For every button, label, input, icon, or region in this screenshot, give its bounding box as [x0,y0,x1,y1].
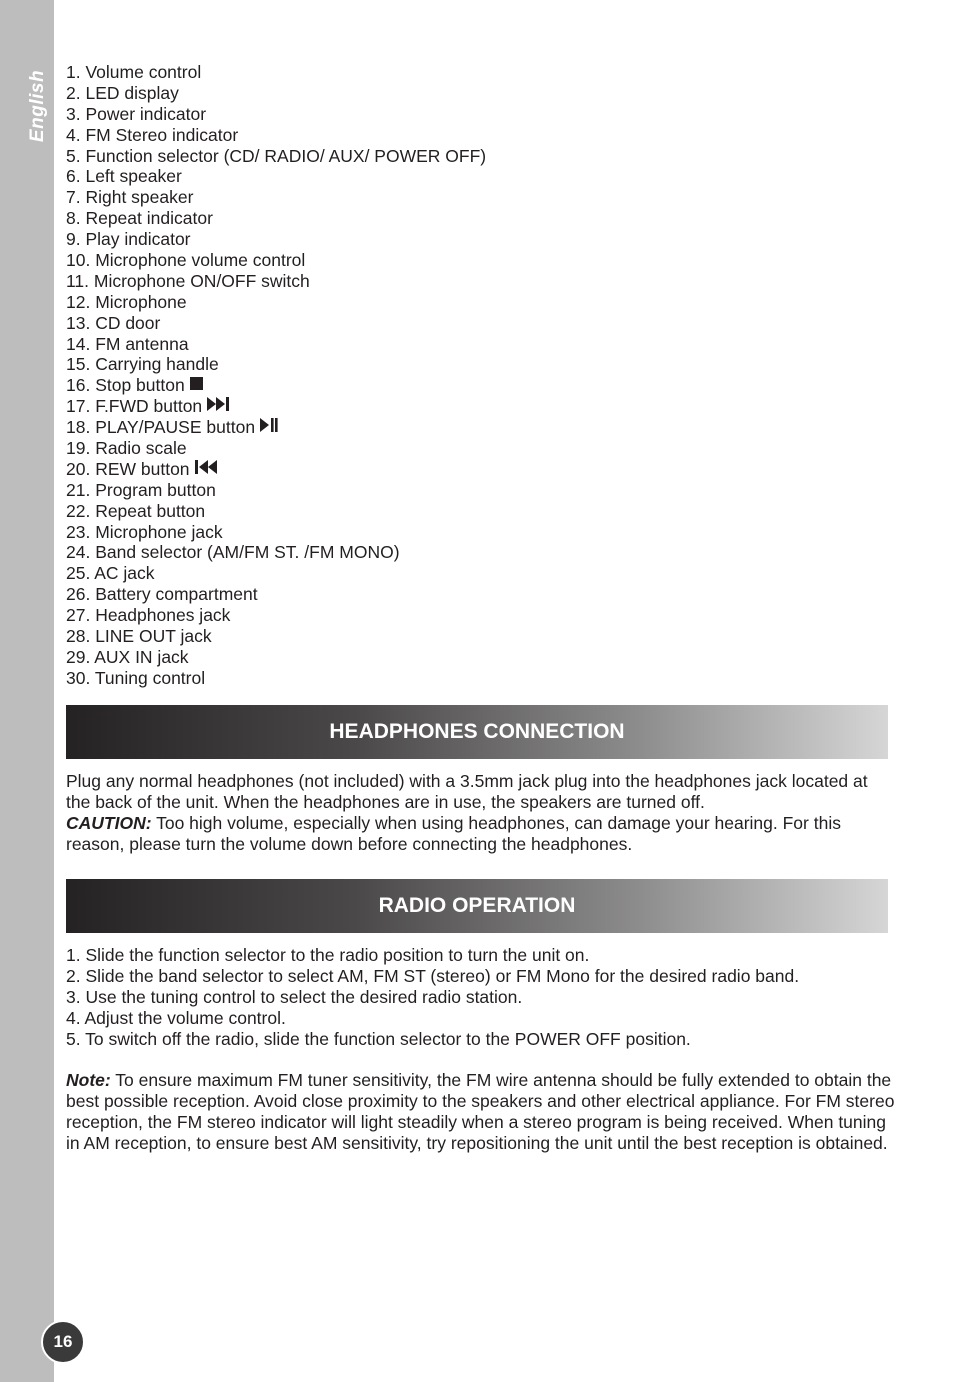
radio-step: 2. Slide the band selector to select AM, FM ST (stereo) or FM Mono for the desired radio band. [66,965,800,986]
part-label: 23. Microphone jack [66,521,223,542]
part-label: 14. FM antenna [66,333,189,354]
part-item [66,375,896,396]
part-label: 26. Battery compartment [66,584,258,605]
page-number: 16 [41,1320,85,1364]
parts-list [66,62,896,689]
part-item [66,271,896,292]
part-item [66,501,896,522]
radio-steps [66,945,896,1050]
part-label: 8. Repeat indicator [66,208,213,229]
caution-text: Too high volume, especially when using headphones, can damage your hearing. For this reason, please turn the volume down before connecting the headphones. [66,812,841,854]
radio-note [66,1070,896,1154]
part-item [66,146,896,167]
radio-step: 3. Use the tuning control to select the desired radio station. [66,986,523,1007]
parts-section [66,62,896,689]
part-label: 6. Left speaker [66,166,182,187]
part-label: 24. Band selector (AM/FM ST. /FM MONO) [66,542,400,563]
caution-label: CAUTION: [66,812,152,833]
part-label: 27. Headphones jack [66,605,231,626]
radio-step: 5. To switch off the radio, slide the function selector to the POWER OFF position. [66,1028,691,1049]
part-item [66,166,896,187]
part-label: 16. Stop button [66,375,185,396]
part-item [66,542,896,563]
headphones-body: Plug any normal headphones (not included) with a 3.5mm jack plug into the headphones jack located at the back of the unit. When the headphones are in use, the speakers are turned off. [66,771,868,812]
part-item [66,522,896,543]
part-label: 22. Repeat button [66,500,206,521]
part-item [66,313,896,334]
part-item [66,417,896,438]
part-label: 4. FM Stereo indicator [66,124,239,145]
part-label: 9. Play indicator [66,229,191,250]
part-item [66,438,896,459]
part-item [66,354,896,375]
part-label: 25. AC jack [66,563,155,584]
section-heading-radio: RADIO OPERATION [66,879,888,933]
part-label: 12. Microphone [66,291,187,312]
rewind-icon [195,458,219,479]
part-item [66,334,896,355]
part-label: 21. Program button [66,479,216,500]
part-item [66,563,896,584]
part-item [66,83,896,104]
part-label: 1. Volume control [66,62,202,82]
part-item [66,668,896,689]
radio-step: 4. Adjust the volume control. [66,1007,286,1028]
note-label: Note: [66,1070,111,1090]
part-label: 18. PLAY/PAUSE button [66,417,256,438]
part-label: 20. REW button [66,458,190,479]
headphones-caution [66,813,896,855]
part-label: 30. Tuning control [66,667,206,688]
part-item [66,125,896,146]
part-item [66,208,896,229]
part-item [66,292,896,313]
part-item [66,250,896,271]
note-text: To ensure maximum FM tuner sensitivity, the FM wire antenna should be fully extended to obtain the best possible reception. Avoid close proximity to the speakers and other electrical appliance. For FM stereo reception, the FM stereo indicator will light steadily when a stereo program is being received. When tuning in AM reception, to ensure best AM sensitivity, try repositioning the unit until the best reception is obtained. [66,1070,895,1153]
part-label: 10. Microphone volume control [66,250,306,271]
play-pause-icon [260,416,278,437]
part-item [66,104,896,125]
stop-icon [190,374,203,395]
part-label: 13. CD door [66,312,161,333]
sidebar [0,0,54,1382]
part-item [66,626,896,647]
part-item [66,605,896,626]
part-item [66,480,896,501]
part-item [66,647,896,668]
headphones-paragraph [66,771,896,855]
part-item [66,396,896,417]
part-label: 28. LINE OUT jack [66,626,212,647]
part-item [66,187,896,208]
radio-steps-section [66,945,896,1050]
part-label: 11. Microphone ON/OFF switch [66,270,310,291]
part-item [66,459,896,480]
part-label: 3. Power indicator [66,103,207,124]
part-label: 19. Radio scale [66,438,187,459]
part-label: 7. Right speaker [66,187,194,208]
part-label: 5. Function selector (CD/ RADIO/ AUX/ POWER OFF) [66,145,487,166]
section-heading-headphones: HEADPHONES CONNECTION [66,705,888,759]
radio-step: 1. Slide the function selector to the radio position to turn the unit on. [66,945,590,965]
part-item [66,62,896,83]
part-label: 15. Carrying handle [66,354,219,375]
part-label: 17. F.FWD button [66,396,203,417]
language-label: English [27,69,48,143]
fast-forward-icon [207,395,231,416]
part-item [66,584,896,605]
part-label: 29. AUX IN jack [66,646,189,667]
part-item [66,229,896,250]
part-label: 2. LED display [66,82,179,103]
